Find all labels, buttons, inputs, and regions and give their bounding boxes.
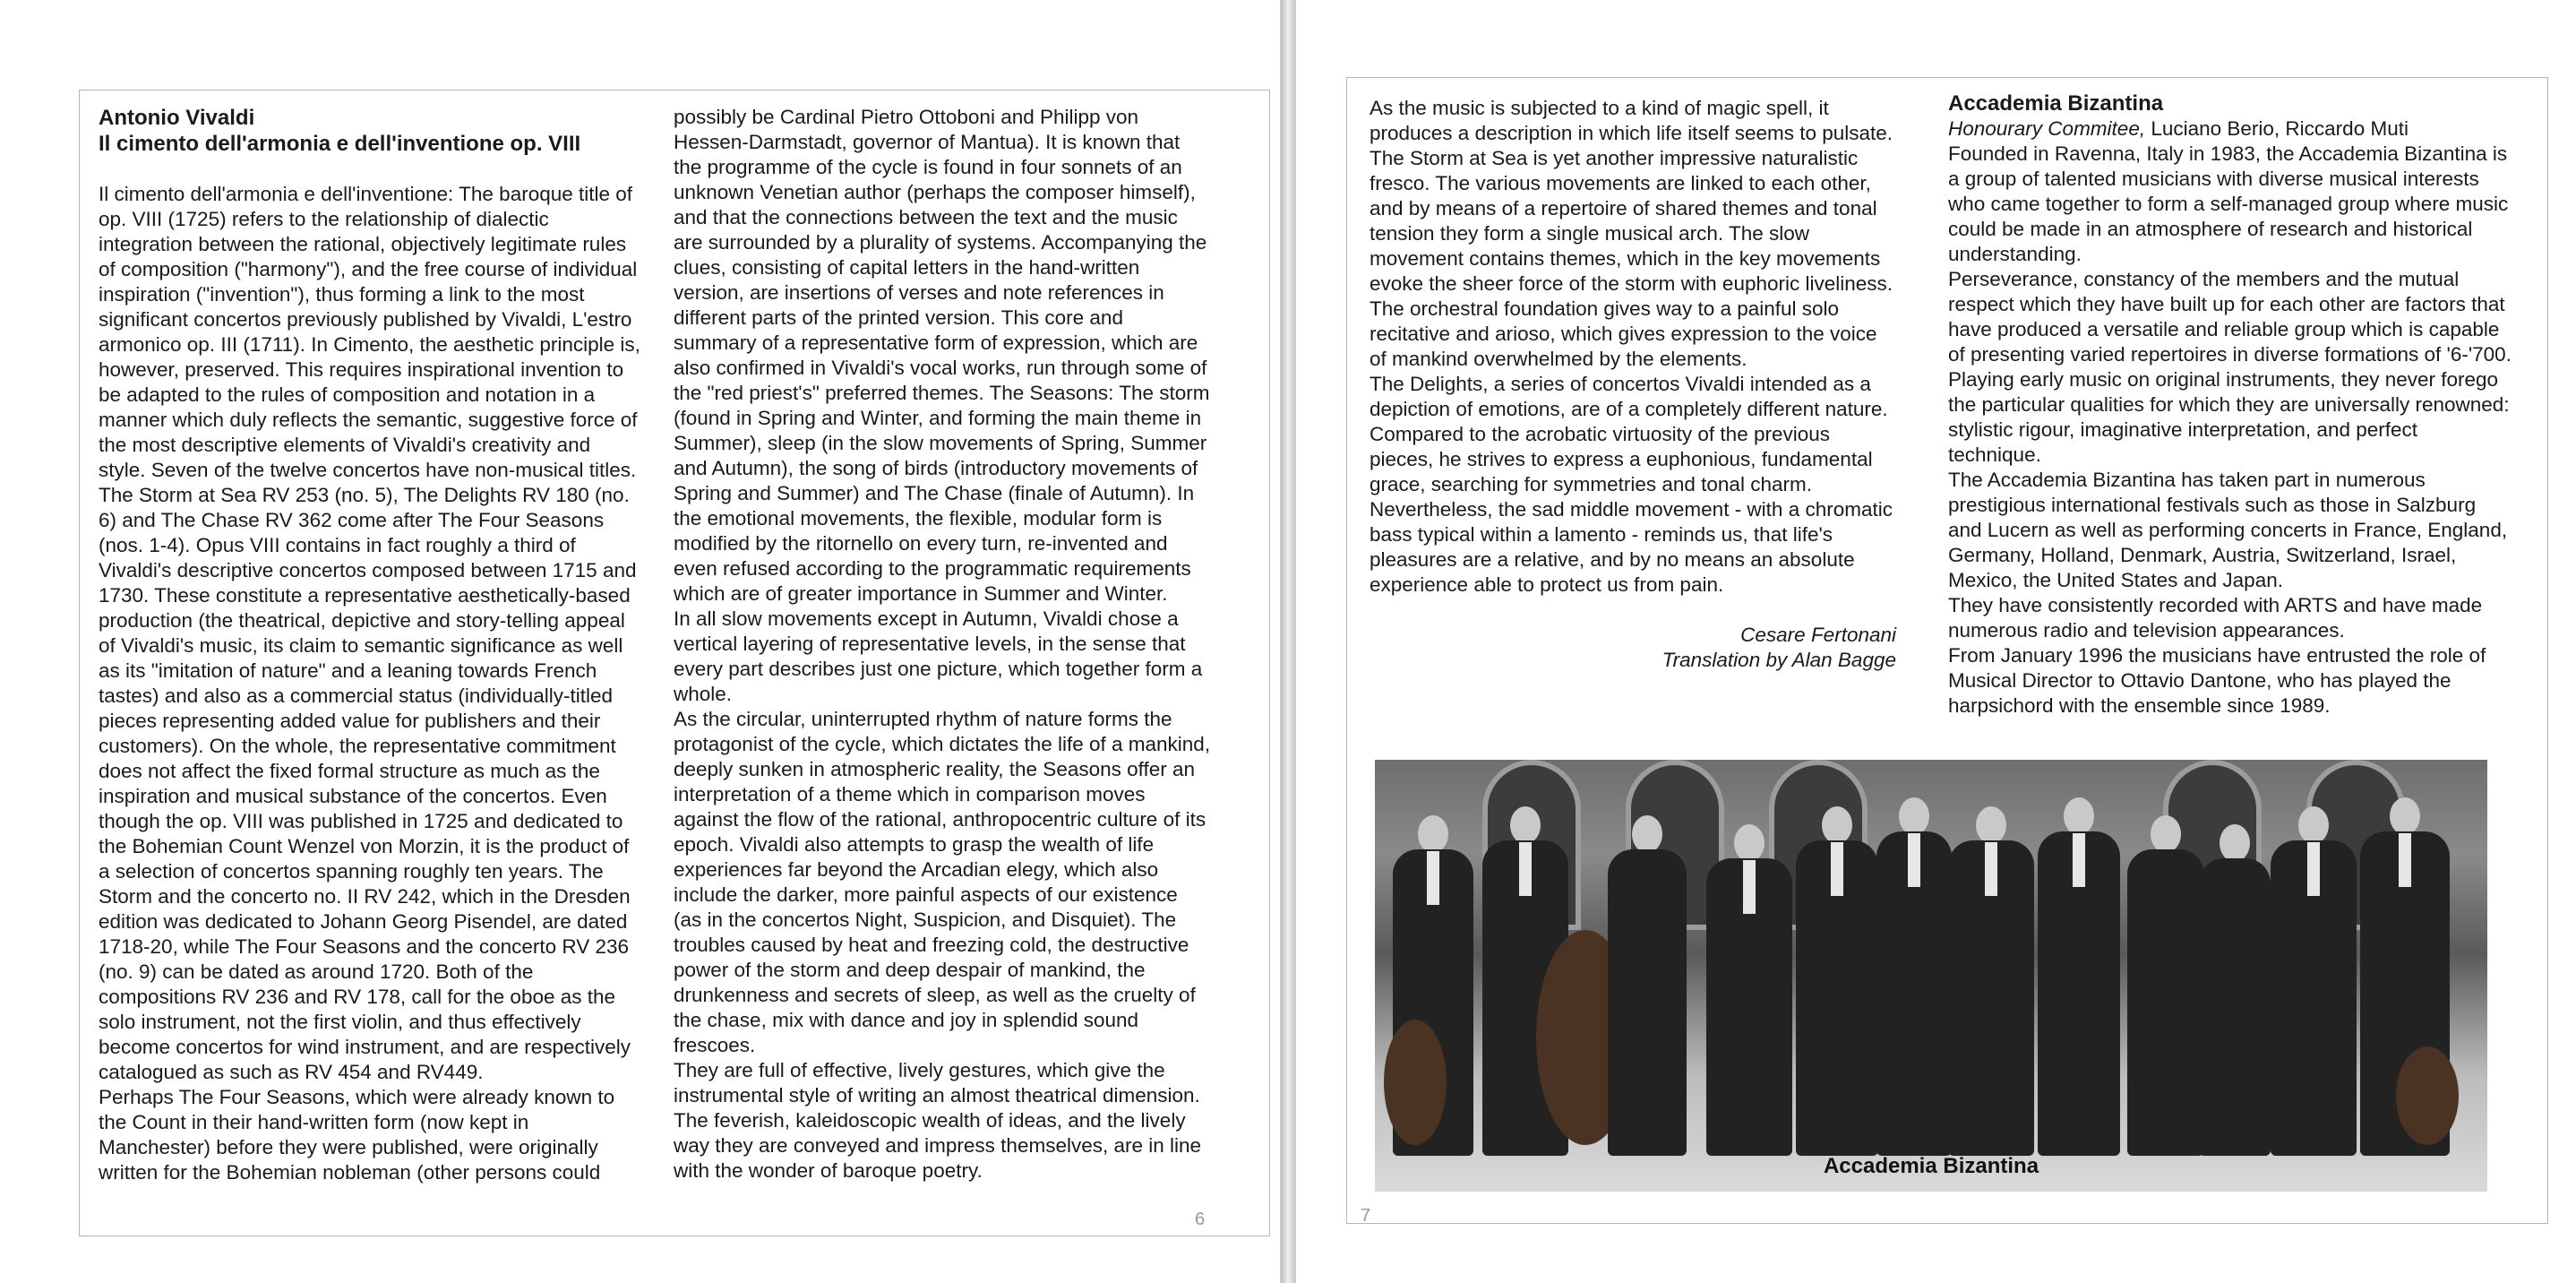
paragraph: Perhaps The Four Seasons, which were already known to the Count in their hand-written form (now kept in Manchester) before they were published, were originally written for the Bohemian nobleman (other persons could	[99, 1086, 615, 1184]
page-number: 6	[1195, 1210, 1206, 1229]
paragraph: They are full of effective, lively gestures, which give the instrumental style of writing an almost theatrical dimension. The feverish, kaleidoscopic wealth of ideas, and the lively way they are conveyed and impress themselves, are in line with the wonder of baroque poetry.	[674, 1059, 1202, 1182]
work-heading: Il cimento dell'armonia e dell'inventione op. VIII	[99, 132, 581, 156]
cello-icon	[1384, 1020, 1447, 1145]
book-gutter	[1281, 0, 1295, 1283]
musician	[1876, 797, 1952, 1156]
paragraph: The Delights, a series of concertos Vivaldi intended as a depiction of emotions, are of a completely different nature. Compared to the acrobatic virtuosity of the previous pieces, he strives to express a euphonious, fundamental grace, searching for symmetries and tonal charm. Nevertheless, the sad middle movement - with a chromatic bass typical within a lamento - reminds us, that life's pleasures are a relative, and by no means an absolute experience able to protect us from pain.	[1370, 373, 1893, 596]
right-column-1	[1370, 96, 1896, 673]
left-column-1	[99, 105, 640, 1185]
paragraph: The Accademia Bizantina has taken part in numerous prestigious international festivals such as those in Salzburg and Lucern as well as performing concerts in France, England, Germany, Holland, Denmark, Austria, Switzerland, Israel, Mexico, the United States and Japan.	[1948, 469, 2508, 591]
translation-credit: Translation by Alan Bagge	[1662, 649, 1896, 671]
page-number: 7	[1361, 1206, 1371, 1226]
paragraph: From January 1996 the musicians have entrusted the role of Musical Director to Ottavio Dantone, who has played the harpsichord with the ensemble since 1989.	[1948, 644, 2486, 717]
paragraph: Il cimento dell'armonia e dell'inventione: The baroque title of op. VIII (1725) refers to the relationship of dialectic integration between the rational, objectively legitimate rules of composition ("harmony"), and the free course of individual inspiration ("invention"), thus forming a link to the most significant concertos previously published by Vivaldi, L'estro armonico op. III (1711). In Cimento, the aesthetic principle is, however, preserved. This requires inspirational invention to be adapted to the rules of composition and notation in a manner which duly reflects the semantic, suggestive force of the most descriptive elements of Vivaldi's creativity and style. Seven of the twelve concertos have non-musical titles. The Storm at Sea RV 253 (no. 5), The Delights RV 180 (no. 6) and The Chase RV 362 come after The Four Seasons (nos. 1-4). Opus VIII contains in fact roughly a third of Vivaldi's descriptive concertos composed between 1715 and 1730. These constitute a representative aesthetically-based production (the theatrical, depictive and story-telling appeal of Vivaldi's music, its claim to semantic significance as well as its "imitation of nature" and a leaning towards French tastes) and also as a commercial status (individually-titled pieces representing added value for publishers and their customers). On the whole, the representative commitment does not affect the fixed formal structure as much as the inspiration and musical substance of the concertos. Even though the op. VIII was published in 1725 and dedicated to the Bohemian Count Wenzel von Morzin, it is the product of a selection of concertos spanning roughly ten years. The Storm and the concerto no. II RV 242, which in the Dresden edition was dedicated to Johann Georg Pisendel, are dated 1718-20, while The Four Seasons and the concerto RV 236 (no. 9) can be dated as around 1720. Both of the compositions RV 236 and RV 178, call for the oboe as the solo instrument, not the first violin, and thus effectively become concertos for wind instrument, and are respectively catalogued as such as RV 454 and RV449.	[99, 183, 640, 1083]
paragraph: As the music is subjected to a kind of magic spell, it produces a description in which life itself seems to pulsate. The Storm at Sea is yet another impressive naturalistic fresco. The various movements are linked to each other, and by means of a repertoire of shared themes and tonal tension they form a single musical arch. The slow movement contains themes, which in the key movements evoke the sheer force of the storm with euphoric liveliness. The orchestral foundation gives way to a painful solo recitative and arioso, which gives expression to the voice of mankind overwhelmed by the elements.	[1370, 97, 1893, 370]
left-column-2	[674, 105, 1211, 1184]
musician	[2199, 824, 2271, 1156]
paragraph: possibly be Cardinal Pietro Ottoboni and Philipp von Hessen-Darmstadt, governor of Mantua). It is known that the programme of the cycle is found in four sonnets of an unknown Venetian author (perhaps the composer himself), and that the connections between the text and the music are surrounded by a plurality of systems. Accompanying the clues, consisting of capital letters in the hand-written version, are insertions of verses and note references in different parts of the printed version. This core and summary of a representative form of expression, which are also confirmed in Vivaldi's vocal works, run through some of the "red priest's" preferred themes. The Seasons: The storm (found in Spring and Winter, and forming the main theme in Summer), sleep (in the slow movements of Spring, Summer and Autumn), the song of birds (introductory movements of Spring and Summer) and The Chase (finale of Autumn). In the emotional movements, the flexible, modular form is modified by the ritornello on every turn, re-invented and even refused according to the programmatic requirements which are of greater importance in Summer and Winter.	[674, 106, 1210, 605]
author-signature: Cesare Fertonani	[1740, 624, 1896, 646]
left-page	[0, 0, 1281, 1283]
musician	[2271, 806, 2357, 1156]
honorary-names: Luciano Berio, Riccardo Muti	[2145, 117, 2409, 140]
paragraph: Founded in Ravenna, Italy in 1983, the Accademia Bizantina is a group of talented musicians with diverse musical interests who came together to form a self-managed group where music could be made in an atmosphere of research and historical understanding.	[1948, 142, 2509, 265]
paragraph: As the circular, uninterrupted rhythm of nature forms the protagonist of the cycle, which dictates the life of a mankind, deeply sunken in atmospheric reality, the Seasons offer an interpretation of a theme which in comparison moves against the flow of the rational, anthropocentric culture of its epoch. Vivaldi also attempts to grasp the wealth of life experiences far beyond the Arcadian elegy, which also include the darker, more painful aspects of our existence (as in the concertos Night, Suspicion, and Disquiet). The troubles caused by heat and freezing cold, the destructive power of the storm and deep despair of mankind, the drunkenness and secrets of sleep, as well as the cruelty of the chase, mix with dance and joy in splendid sound frescoes.	[674, 708, 1211, 1056]
lute-icon	[2396, 1046, 2459, 1145]
musician	[2038, 797, 2120, 1156]
musician	[2127, 815, 2204, 1156]
composer-heading: Antonio Vivaldi	[99, 106, 255, 130]
honorary-committee	[1948, 116, 2512, 142]
musician	[1796, 806, 1878, 1156]
photo-caption: Accademia Bizantina	[1823, 1154, 2039, 1178]
musician	[1706, 824, 1792, 1156]
paragraph: In all slow movements except in Autumn, Vivaldi chose a vertical layering of representative levels, in the sense that every part describes just one picture, which together form a whole.	[674, 607, 1203, 705]
ensemble-photo	[1375, 760, 2487, 1192]
paragraph: They have consistently recorded with ARTS and have made numerous radio and television appearances.	[1948, 594, 2483, 642]
right-page	[1295, 0, 2576, 1283]
paragraph: Perseverance, constancy of the members and the mutual respect which they have built up for each other are factors that have produced a versatile and reliable group which is capable of presenting varied repertoires in diverse formations of '6-'700. Playing early music on original instruments, they never forego the particular qualities for which they are universally renowned: stylistic rigour, imaginative interpretation, and perfect technique.	[1948, 268, 2512, 466]
honorary-label: Honourary Commitee,	[1948, 117, 2146, 140]
musician	[1948, 806, 2034, 1156]
ensemble-heading: Accademia Bizantina	[1948, 91, 2164, 116]
right-column-2	[1948, 90, 2512, 719]
musician	[1608, 815, 1687, 1156]
